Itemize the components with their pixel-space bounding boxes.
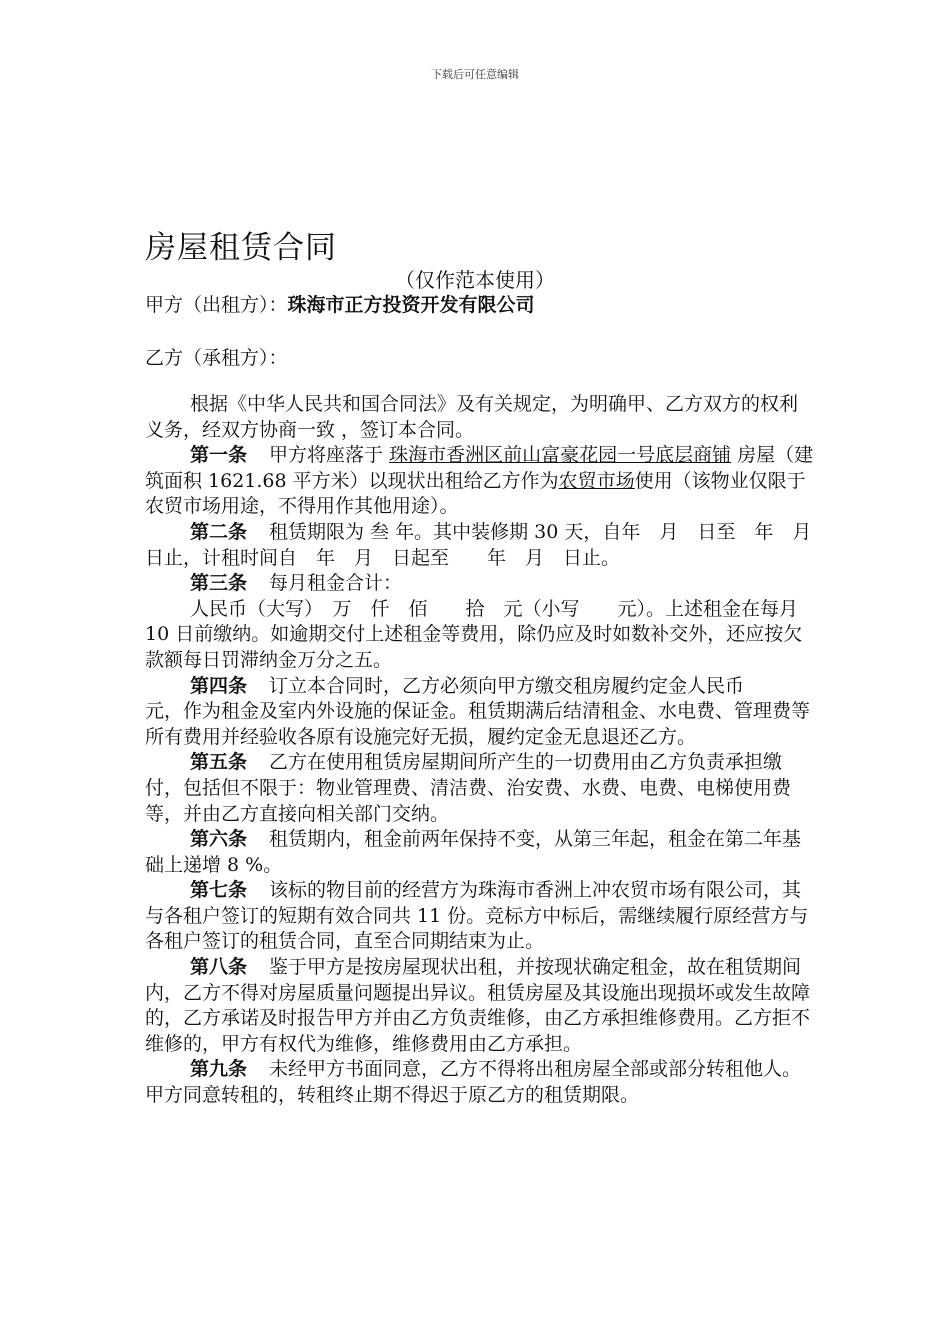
article-3-heading: 第三条 bbox=[190, 572, 248, 595]
article-1-text-2: 房屋（建筑面积 1621.68 平方米）以现状出租给乙方作为 bbox=[145, 444, 814, 492]
article-1-location: 珠海市香洲区前山富豪花园一号底层商铺 bbox=[389, 444, 732, 467]
article-9 bbox=[145, 1057, 815, 1108]
article-1-text-3: 使用（该物业仅限于农贸市场用途，不得用作其他用途）。 bbox=[145, 469, 806, 518]
party-a-name: 珠海市正方投资开发有限公司 bbox=[287, 294, 535, 316]
article-3-text-1: 每月租金合计： bbox=[269, 572, 403, 595]
article-8 bbox=[145, 955, 815, 1057]
article-7-heading: 第七条 bbox=[190, 879, 248, 902]
header-note: 下载后可任意编辑 bbox=[431, 68, 519, 81]
article-4-heading: 第四条 bbox=[190, 674, 248, 697]
article-1 bbox=[145, 443, 815, 520]
article-6 bbox=[145, 827, 815, 878]
article-3 bbox=[145, 571, 815, 597]
party-a bbox=[145, 290, 535, 317]
party-a-label: 甲方（出租方）： bbox=[145, 294, 288, 316]
article-1-use: 农贸市场 bbox=[558, 469, 635, 492]
contract-body bbox=[145, 392, 831, 1109]
article-6-text: 租赁期内，租金前两年保持不变，从第三年起，租金在第二年基础上递增 8 %。 bbox=[145, 828, 802, 876]
article-8-heading: 第八条 bbox=[190, 956, 248, 979]
article-2-heading: 第二条 bbox=[190, 520, 248, 543]
article-1-text-1: 甲方将座落于 bbox=[269, 444, 390, 467]
document-title: 房屋租赁合同 bbox=[145, 230, 337, 266]
article-5-heading: 第五条 bbox=[190, 751, 248, 774]
article-1-heading: 第一条 bbox=[190, 444, 248, 467]
party-b-label: 乙方（承租方）： bbox=[145, 347, 288, 369]
article-2-text: 租赁期限为 叁 年。其中装修期 30 天，自年 月 日至 年 月 日止，计租时间自 年 月 日起至 年 月 日止。 bbox=[145, 520, 831, 569]
article-9-text: 未经甲方书面同意，乙方不得将出租房屋全部或部分转租他人。甲方同意转租的，转租终止期不得迟于原乙方的租赁期限。 bbox=[145, 1058, 802, 1107]
article-4-text: 订立本合同时，乙方必须向甲方缴交租房履约定金人民币 元，作为租金及室内外设施的保证金。租赁期满后结清租金、水电费、管理费等所有费用并经验收各原有设施完好无损，履约定金无息退还乙方。 bbox=[145, 674, 821, 748]
article-5 bbox=[145, 750, 815, 827]
article-3-continued: 人民币（大写） 万 仟 佰 拾 元（小写 元）。上述租金在每月 10 日前缴纳。如逾期交付上述租金等费用，除仍应及时如数补交外，还应按欠款额每日罚滞纳金万分之五。 bbox=[145, 597, 803, 671]
document-subtitle: （仅作范本使用） bbox=[395, 268, 555, 292]
article-2 bbox=[145, 520, 831, 571]
article-6-heading: 第六条 bbox=[190, 828, 248, 851]
article-7 bbox=[145, 878, 815, 955]
article-7-text: 该标的物目前的经营方为珠海市香洲上冲农贸市场有限公司，其与各租户签订的短期有效合同共 11 份。竞标方中标后，需继续履行原经营方与各租户签订的租赁合同，直至合同期结束为止。 bbox=[145, 879, 809, 953]
intro-paragraph: 根据《中华人民共和国合同法》及有关规定，为明确甲、乙方双方的权利义务，经双方协商一致 ，签订本合同。 bbox=[145, 393, 799, 441]
party-b bbox=[145, 343, 288, 370]
article-9-heading: 第九条 bbox=[190, 1058, 248, 1081]
article-4 bbox=[145, 674, 821, 751]
article-8-text: 鉴于甲方是按房屋现状出租，并按现状确定租金，故在租赁期间内，乙方不得对房屋质量问题提出异议。租赁房屋及其设施出现损坏或发生故障的，乙方承诺及时报告甲方并由乙方负责维修，由乙方承担维修费用。乙方拒不维修的，甲方有权代为维修，维修费用由乙方承担。 bbox=[145, 956, 811, 1055]
article-5-text: 乙方在使用租赁房屋期间所产生的一切费用由乙方负责承担缴付，包括但不限于：物业管理费、清洁费、治安费、水费、电费、电梯使用费等，并由乙方直接向相关部门交纳。 bbox=[145, 751, 792, 825]
